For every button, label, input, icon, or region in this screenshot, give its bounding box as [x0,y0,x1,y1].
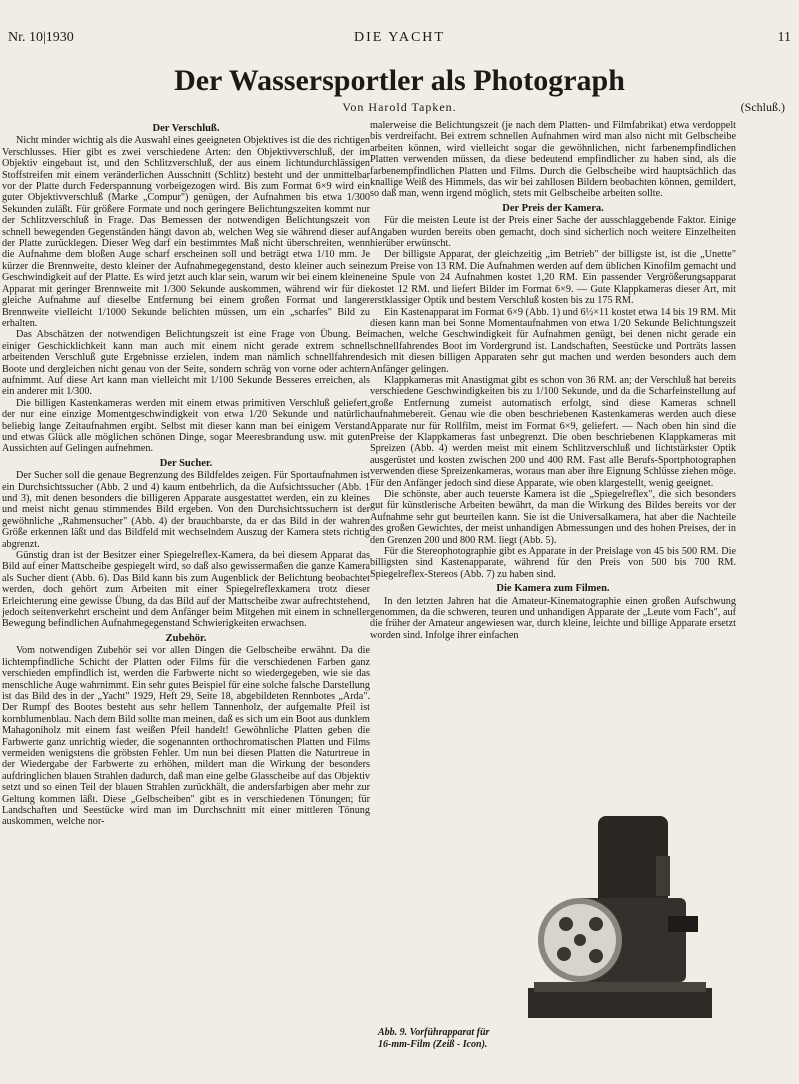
section-heading-verschluss: Der Verschluß. [152,123,220,134]
page-number: 11 [777,30,791,45]
section-heading-sucher: Der Sucher. [159,457,213,469]
paragraph: Für die Stereophotographie gibt es Apparate in der Preislage von 45 bis 500 RM. Die billigsten sind Kastenapparate, während für den Preis von 500 bis 700 RM. Spiegelreflex-Stereos (Abb. 7) zu haben sind. [370,546,736,580]
paragraph: Das Abschätzen der notwendigen Belichtungszeit ist eine Frage von Übung. Bei einiger Geschicklichkeit kann man auch mit einem nicht gerade extrem schnell arbeitenden Verschluß gute Ergebnisse erzielen, indem man nämlich schnellfahrende Boote und dergleichen nicht genau von der Seite, sondern schräg von vorne oder achtern aufnimmt. Auf diese Art kann man vielleicht mit 1/100 Sekunde Besseres erreichen, als ein anderer mit 1/300. [2,329,370,398]
issue-number: Nr. 10|1930 [8,30,74,45]
paragraph: Günstig dran ist der Besitzer einer Spiegelreflex-Kamera, da bei diesem Apparat das Bild auf einer Mattscheibe gespiegelt wird, so daß also gewissermaßen die ganze Kamera als Sucher dient (Abb. 6). Das Bild kann bis zum Augenblick der Belichtung beobachtet werden, doch gehört zum Arbeiten mit einer Spiegelreflexkamera trotz dieser Erleichterung eine gewisse Übung, da das Bild auf der Mattscheibe zwar aufrechtstehend, jedoch seitenverkehrt erscheint und dem Anfänger beim Mitgehen mit einem in schneller Bewegung befindlichen Aufnahmegegenstand Schwierigkeiten erwachsen. [2,550,370,630]
projector-photo [528,816,712,1024]
paragraph: Der Sucher soll die genaue Begrenzung des Bildfeldes zeigen. Für Sportaufnahmen ist ein Durchsichtssucher (Abb. 2 und 4) kaum entbehrlich, da die Aufsichtssucher (Abb. 1 und 3), mit denen besonders die billigeren Apparate ausgestattet werden, ein zu kleines und meist nicht genau stimmendes Bild ergeben. Von den Durchsichtssuchern ist der gewöhnliche „Rahmensucher" (Abb. 4) der brauchbarste, da er das Bild in der wahren Größe erkennen läßt und das Bildfeld mit wechselndem Auszug der Kamera stets richtig abgrenzt. [2,470,370,550]
section-heading-preis: Der Preis der Kamera. [502,202,604,214]
figure-caption [378,1027,528,1051]
right-column [370,120,736,641]
paragraph: malerweise die Belichtungszeit (je nach dem Platten- und Filmfabrikat) etwa verdoppelt bis verdreifacht. Bei extrem schnellen Aufnahmen wird man also nicht mit Gelbscheibe arbeiten können, wird vielleicht sogar die gewöhnlichen, nicht farbenempfindlichen Platten verwenden müssen, da diese bedeutend empfindlicher zu haben sind, als die farbenempfindlichen Platten und Films. Durch die Gelbscheibe wird hauptsächlich das knallige Weiß des Himmels, das wir bei zahllosen Bildern beobachten können, gemildert, so daß man, wenn irgend möglich, stets mit Gelbscheibe arbeiten sollte. [370,120,736,200]
running-header [8,30,791,48]
paragraph: Ein Kastenapparat im Format 6×9 (Abb. 1) und 6½×11 kostet etwa 14 bis 19 RM. Mit diesen kann man bei Sonne Momentaufnahmen von etwa 1/20 Sekunde Belichtungszeit machen, welche Geschwindigkeit für Aufnahmen genügt, bei denen nicht gerade ein schnellfahrendes Boot im Vordergrund ist. Landschaften, Seestücke und Porträts lassen sich mit diesen billigen Apparaten sehr gut machen und werden besonders auch dem Anfänger gelingen. [370,306,736,375]
paragraph: Der billigste Apparat, der gleichzeitig „im Betrieb" der billigste ist, ist die „Unette" zum Preise von 13 RM. Die Aufnahmen werden auf dem üblichen Kinofilm gemacht und eine Spule von 24 Aufnahmen kostet 1,20 RM. Ein passender Vergrößerungsapparat kostet 12 RM. und liefert Bilder im Format 6×9. — Gute Klappkameras dieser Art, mit erstklassiger Optik und bestem Verschluß kosten bis zu 175 RM. [370,249,736,307]
paragraph: Vom notwendigen Zubehör sei vor allen Dingen die Gelbscheibe erwähnt. Da die lichtempfindliche Schicht der Platten oder Films für die verschiedenen Farben ganz verschieden empfindlich ist, werden die Farbwerte nicht so wiedergegeben, wie sie das menschliche Auge wahrnimmt. Ein sehr gutes Beispiel für eine solche falsche Darstellung ist das Bild des in der „Yacht" 1929, Heft 29, Seite 18, abgebildeten Rennbotes „Arda". Der Rumpf des Bootes besteht aus sehr hellem Tannenholz, der aufgemalte Pfeil ist kornblumenblau. Nach dem Bild sollte man meinen, daß es sich um ein Boot aus dunklem Mahagoniholz mit einem fast weißen Pfeil handelt! Gewöhnliche Platten geben die Farbwerte ganz unrichtig wieder, die sogenannten orthochromatischen Platten und Films vermeiden wenigstens die gröbsten Fehler. Um nun bei diesen Platten die Naturtreue in der Wiedergabe der Farbwerte zu erhöhen, mildert man die Wirkung der besonders aufdringlichen blauen Strahlen dadurch, daß man eine gelbe Glasscheibe auf das Objektiv setzt und so einen Teil der blauen Strahlen zurückhält, die andersfarbigen aber mehr zur Geltung kommen läßt. Diese „Gelbscheiben" gibt es in verschiedenen Tönungen; für Landschaften und Seestücke wird man im Durchschnitt mit einer mittleren Tönung auskommen, welche nor- [2,645,370,828]
section-heading-zubehoer: Zubehör. [165,632,207,644]
article-byline: Von Harold Tapken. [342,100,457,114]
paragraph: In den letzten Jahren hat die Amateur-Kinematographie einen großen Aufschwung genommen, da die schweren, teuren und unhandigen Apparate der „Leute vom Fach", auf die früher der Amateur angewiesen war, durch kleine, leichte und billige Apparate ersetzt worden sind. Infolge ihrer einfachen [370,595,736,641]
journal-name: DIE YACHT [354,30,445,45]
article-title: Der Wassersportler als Photograph [174,64,625,97]
left-column [2,120,370,828]
paragraph: Für die meisten Leute ist der Preis einer Sache der ausschlaggebende Faktor. Einige Angaben wurden bereits oben gemacht, doch sind sicherlich noch weitere Einzelheiten hierüber erwünscht. [370,215,736,250]
paragraph: Nicht minder wichtig als die Auswahl eines geeigneten Objektives ist die des richtigen Verschlusses. Hier gibt es zwei verschiedene Arten: den Objektivverschluß, der im Objektiv eingebaut ist, und den Schlitzverschluß, der aus einem lichtundurchlässigen Stoffstreifen mit einem veränderlichen Ausschnitt (Schlitz) besteht und der unmittelbar vor der Platte durch Federspannung vorbeigezogen wird. Bis zum Format 6×9 wird ein guter Objektivverschluß (Marke „Compur") genügen, der Aufnahmen bis etwa 1/300 Sekunden zuläßt. Für größere Formate und noch geringere Belichtungszeiten kommt nur der Schlitzverschluß in Frage. Das Bemessen der notwendigen Belichtungszeit von schnell bewegenden Gegenständen hängt davon ab, welchen Weg sie während dieser auf der Platte zurücklegen. Dieser Weg darf ein bestimmtes Maß nicht überschreiten, wenn die Aufnahme dem bloßen Auge scharf erscheinen soll und beträgt etwa 1/10 mm. Je kürzer die Brennweite, desto kleiner der Aufnahmegegenstand, desto kleiner auch seine Geschwindigkeit auf der Platte. Es wird jetzt auch klar sein, warum wir bei einem kleinen Apparat mit geringer Brennweite mit 1/300 Sekunde auskommen, während wir für die gleiche Aufnahme auf dieselbe Entfernung bei einem großen Format und langer Brennweite vielleicht 1/1000 Sekunde belichten müssen, um ein „scharfes" Bild zu erhalten. [2,135,370,329]
section-heading-filmen: Die Kamera zum Filmen. [496,583,610,595]
caption-line: Abb. 9. Vorführapparat für [378,1027,490,1038]
paragraph: Klappkameras mit Anastigmat gibt es schon von 36 RM. an; der Verschluß hat bereits verschiedene Geschwindigkeiten bis zu 1/100 Sekunde, und da die Scharfeinstellung auf große Entfernung zumeist automatisch erfolgt, sind diese Kameras schnell aufnahmebereit. Genau wie die oben beschriebenen Kastenkameras werden auch diese Apparate nur für Rollfilm, meist im Format 6×9, geliefert. — Nach oben hin sind die Preise der Klappkameras fast unbegrenzt. Die oben beschriebenen Klappkameras mit Spreizen (Abb. 4) werden meist mit einem Schlitzverschluß und lichtstärkster Optik ausgerüstet und kosten zwischen 200 und 400 RM. Fast alle Berufs-Sportphotographen verwenden diese Spreizenkameras, woraus man aber ihre Eignung Schlüsse ziehen möge. Für den Anfänger jedoch sind diese Apparate, wie oben klargestellt, wenig geeignet. [370,374,736,489]
paragraph: Die schönste, aber auch teuerste Kamera ist die „Spiegelreflex", die sich besonders gut für künstlerische Arbeiten bewährt, da man die Wirkung des Bildes bereits vor der Aufnahme sehr gut beurteilen kann. Sie ist die Universalkamera, hat aber die Nachteile des großen Gewichtes, der meist unhandigen Abmessungen und des hohen Preises, der in den Grenzen 200 und 800 RM. liegt (Abb. 5). [370,489,736,546]
paragraph: Die billigen Kastenkameras werden mit einem etwas primitiven Verschluß geliefert, der nur eine einzige Momentgeschwindigkeit von etwa 1/20 Sekunde und natürlich beliebig lange Zeitaufnahmen ergibt. Selbst mit dieser kann man bei einigem Verstand und etwas Glück alle möglichen schönen Dinge, sogar Meeresbrandung usw. mit guten Aussichten auf Gelingen aufnehmen. [2,397,370,455]
projector-illustration [528,816,712,1024]
continued-note: (Schluß.) [740,100,785,114]
caption-line: 16-mm-Film (Zeiß - Icon). [378,1039,488,1050]
